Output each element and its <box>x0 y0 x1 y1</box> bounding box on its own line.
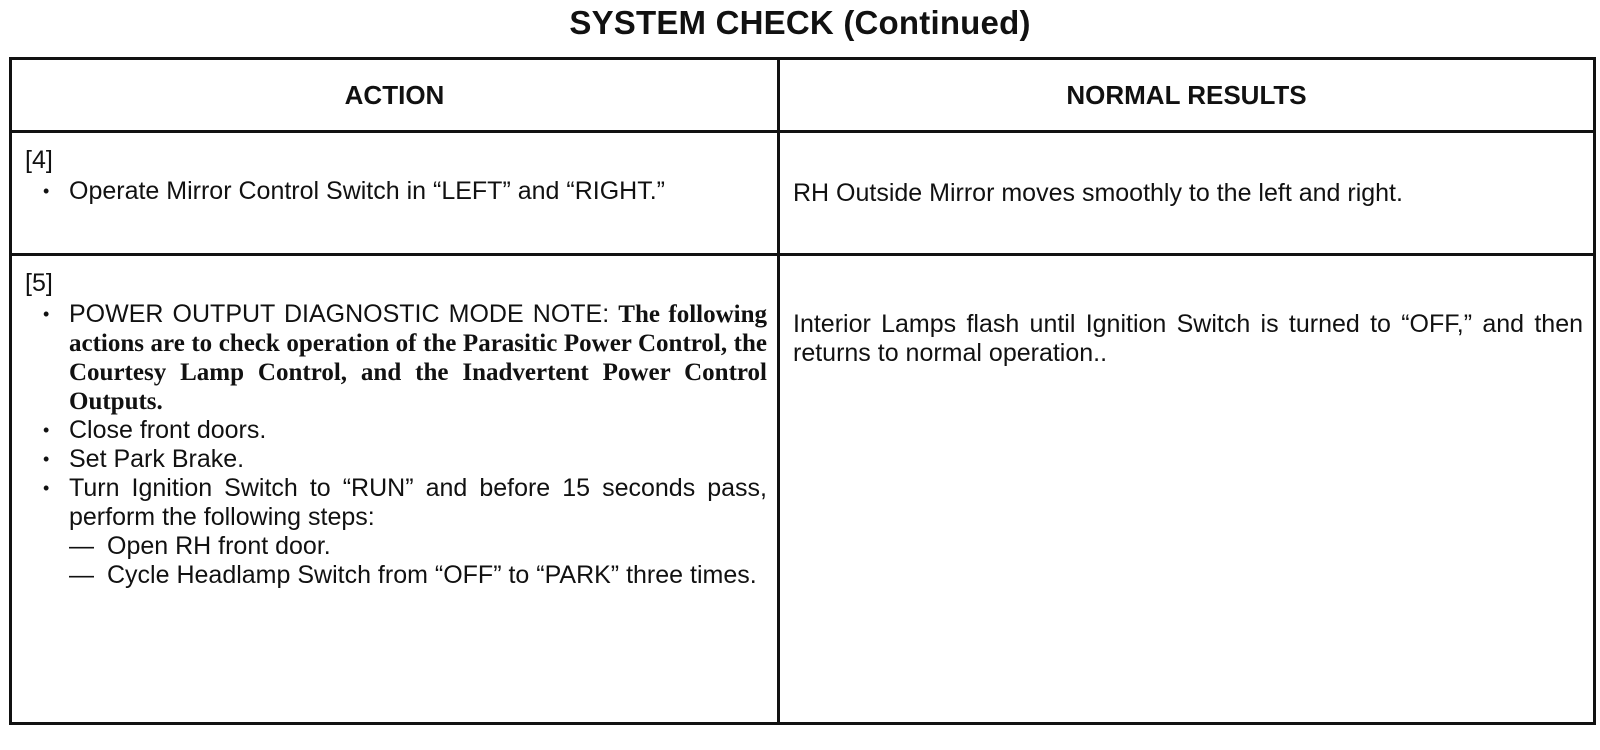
result-cell <box>779 255 1595 724</box>
action-header: ACTION <box>11 59 779 132</box>
result-cell <box>779 132 1595 255</box>
step-number: [4] <box>25 146 53 174</box>
system-check-table <box>9 57 1596 725</box>
action-list <box>25 300 767 532</box>
action-item: • Set Park Brake. <box>25 445 767 474</box>
action-item: • Turn Ignition Switch to “RUN” and before 15 seconds pass, perform the following steps: <box>25 474 767 532</box>
action-list <box>25 177 767 206</box>
table-row <box>11 132 1595 255</box>
sub-step-item: — Cycle Headlamp Switch from “OFF” to “PARK” three times. <box>69 561 767 590</box>
sub-step-list <box>25 532 767 590</box>
table-header-row <box>11 59 1595 132</box>
step-number: [5] <box>25 269 53 297</box>
sub-step-item: — Open RH front door. <box>69 532 767 561</box>
action-item: • Operate Mirror Control Switch in “LEFT” and “RIGHT.” <box>25 177 767 206</box>
result-text: Interior Lamps flash until Ignition Switch is turned to “OFF,” and then returns to normal operation.. <box>793 310 1583 367</box>
table-row <box>11 255 1595 724</box>
result-text: RH Outside Mirror moves smoothly to the left and right. <box>793 179 1403 207</box>
action-item: • Close front doors. <box>25 416 767 445</box>
page-title: SYSTEM CHECK (Continued) <box>569 4 1031 41</box>
note-lead: POWER OUTPUT DIAGNOSTIC MODE NOTE: <box>69 300 610 328</box>
action-item-note <box>25 300 767 416</box>
normal-results-header: NORMAL RESULTS <box>779 59 1595 132</box>
action-cell <box>11 132 779 255</box>
note-text: The following actions are to check operation of the Parasitic Power Control, the Courtesy Lamp Control, and the Inadvertent Power Control Outputs. <box>69 301 768 415</box>
action-cell <box>11 255 779 724</box>
